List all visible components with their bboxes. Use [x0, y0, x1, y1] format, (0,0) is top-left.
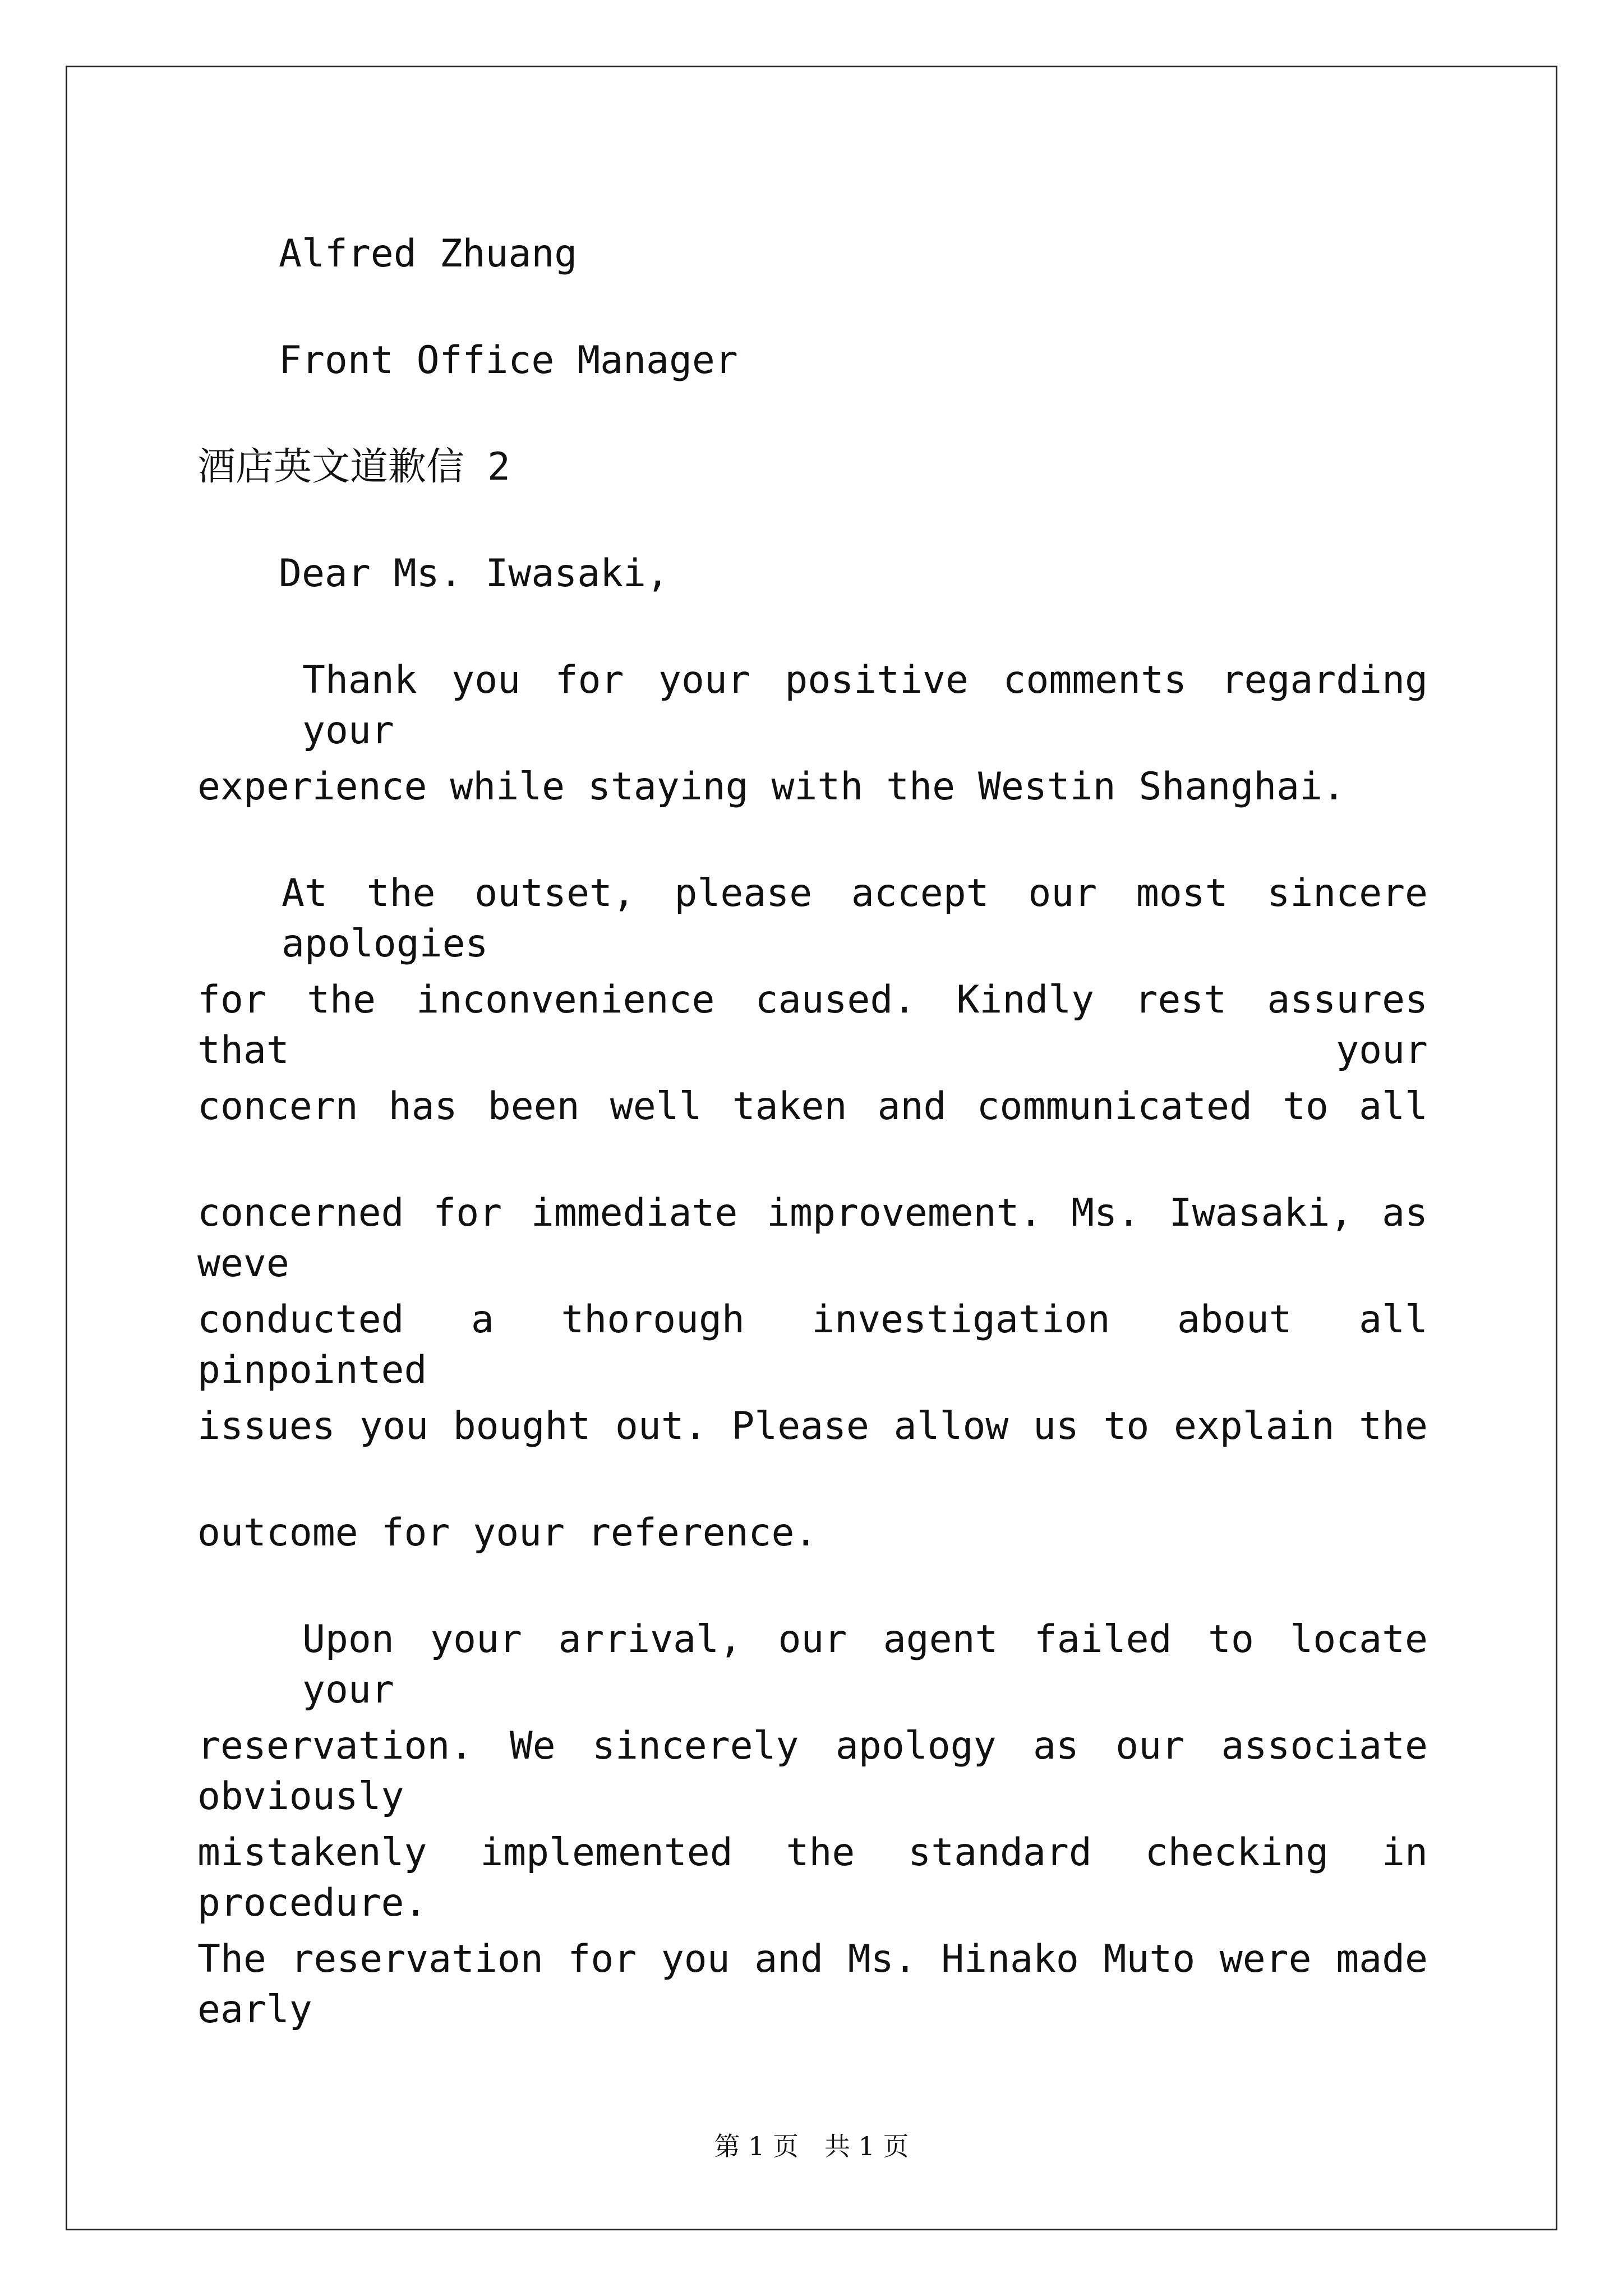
- paragraph-line: conducted a thorough investigation about all pinpointed: [197, 1297, 1428, 1392]
- paragraph-line: Thank you for your positive comments regarding your: [302, 658, 1428, 753]
- salutation: Dear Ms. Iwasaki,: [279, 551, 669, 596]
- signature-name: Alfred Zhuang: [279, 232, 578, 276]
- paragraph-line: concern has been well taken and communicated to all: [197, 1084, 1428, 1129]
- paragraph-line: At the outset, please accept our most sincere apologies: [282, 871, 1428, 966]
- section-heading: 酒店英文道歉信 2: [197, 445, 510, 489]
- page-number-footer: 第 1 页 共 1 页: [714, 2131, 909, 2161]
- paragraph-line: issues you bought out. Please allow us to explain the: [197, 1404, 1428, 1448]
- paragraph-line: mistakenly implemented the standard checking in procedure.: [197, 1830, 1428, 1925]
- paragraph-line: concerned for immediate improvement. Ms. Iwasaki, as weve: [197, 1191, 1428, 1286]
- paragraph-line: for the inconvenience caused. Kindly rest assures that your: [197, 978, 1428, 1073]
- signature-title: Front Office Manager: [279, 338, 738, 383]
- paragraph-line: The reservation for you and Ms. Hinako Muto were made early: [197, 1937, 1428, 2032]
- paragraph-line: outcome for your reference.: [197, 1511, 818, 1555]
- paragraph-line: reservation. We sincerely apology as our associate obviously: [197, 1724, 1428, 1819]
- paragraph-line: experience while staying with the Westin Shanghai.: [197, 765, 1345, 809]
- paragraph-line: Upon your arrival, our agent failed to locate your: [302, 1617, 1428, 1712]
